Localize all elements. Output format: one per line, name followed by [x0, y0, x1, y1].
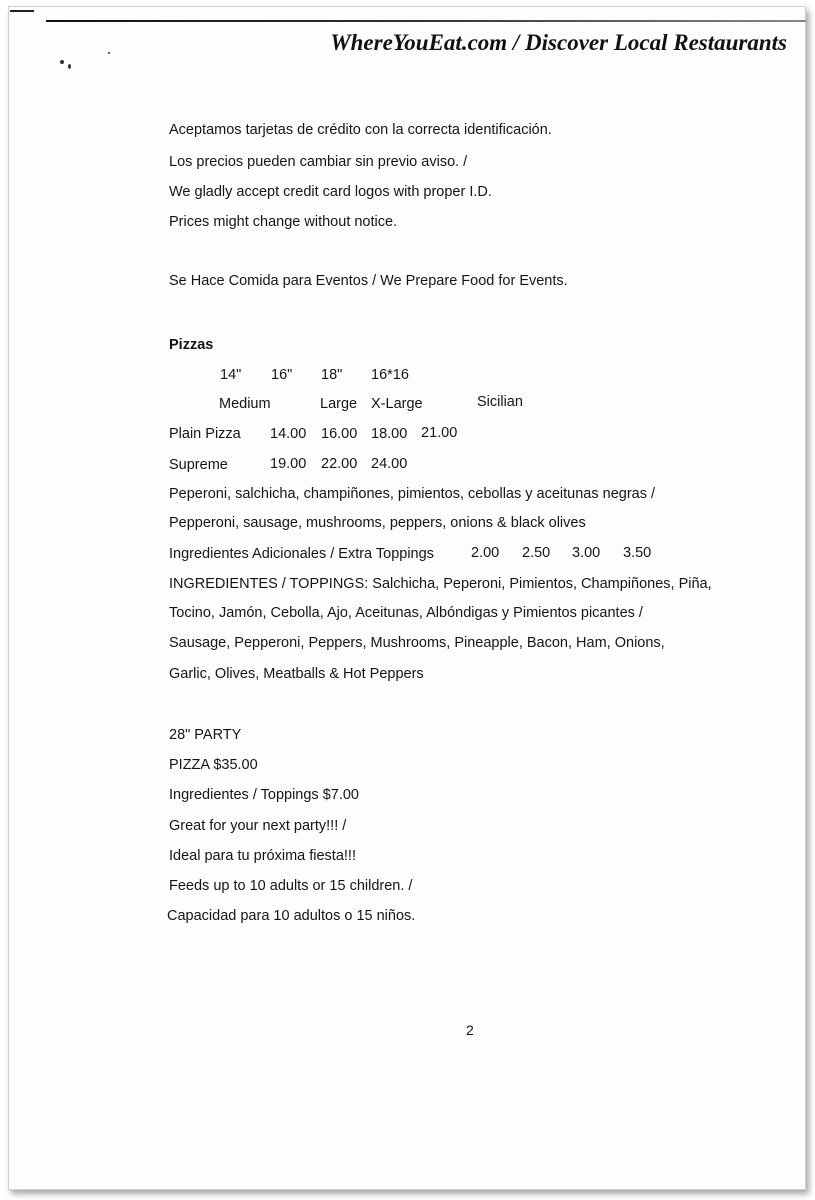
page-number: 2 [466, 1022, 474, 1038]
extra-topping-price: 3.00 [572, 545, 601, 561]
party-pizza-line: Capacidad para 10 adultos o 15 niños. [167, 908, 416, 924]
scan-speck [60, 60, 64, 64]
scan-corner-mark [10, 10, 34, 12]
supreme-price: 19.00 [270, 456, 307, 472]
size-name: Large [320, 396, 358, 412]
extra-topping-price: 2.00 [471, 545, 500, 561]
plain-pizza-price: 21.00 [421, 425, 458, 441]
supreme-description-en: Pepperoni, sausage, mushrooms, peppers, onions & black olives [169, 515, 586, 531]
supreme-price: 22.00 [321, 456, 358, 472]
price-notice-es: Los precios pueden cambiar sin previo aviso. / [169, 154, 468, 170]
scan-top-rule [46, 20, 806, 22]
plain-pizza-price: 16.00 [321, 426, 358, 442]
toppings-line: INGREDIENTES / TOPPINGS: Salchicha, Peperoni, Pimientos, Champiñones, Piña, [169, 576, 712, 592]
toppings-line: Sausage, Pepperoni, Peppers, Mushrooms, Pineapple, Bacon, Ham, Onions, [169, 635, 665, 651]
supreme-description-es: Peperoni, salchicha, champiñones, pimientos, cebollas y aceitunas negras / [169, 486, 656, 502]
scan-speck [108, 52, 110, 54]
toppings-line: Tocino, Jamón, Cebolla, Ajo, Aceitunas, Albóndigas y Pimientos picantes / [169, 605, 643, 621]
party-pizza-line: Great for your next party!!! / [169, 818, 347, 834]
toppings-line: Garlic, Olives, Meatballs & Hot Peppers [169, 666, 424, 682]
price-notice-en: Prices might change without notice. [169, 214, 398, 230]
size-name: Medium [219, 396, 271, 412]
plain-pizza-price: 18.00 [371, 426, 408, 442]
plain-pizza-label: Plain Pizza [169, 426, 241, 442]
events-notice: Se Hace Comida para Eventos / We Prepare Food for Events. [169, 273, 568, 289]
party-pizza-line: PIZZA $35.00 [169, 757, 258, 773]
payment-notice-es: Aceptamos tarjetas de crédito con la correcta identificación. [169, 122, 552, 138]
party-pizza-line: Ideal para tu próxima fiesta!!! [169, 848, 356, 864]
size-label: 16" [271, 367, 293, 383]
supreme-label: Supreme [169, 457, 228, 473]
extra-topping-price: 3.50 [623, 545, 652, 561]
size-label: 18" [321, 367, 343, 383]
scan-speck [68, 64, 71, 69]
party-pizza-line: Ingredientes / Toppings $7.00 [169, 787, 359, 803]
site-watermark: WhereYouEat.com / Discover Local Restaurants [330, 30, 787, 55]
extra-topping-price: 2.50 [522, 545, 551, 561]
pizzas-heading: Pizzas [169, 337, 214, 353]
party-pizza-line: Feeds up to 10 adults or 15 children. / [169, 878, 413, 894]
size-label: 16*16 [371, 367, 409, 383]
payment-notice-en: We gladly accept credit card logos with proper I.D. [169, 184, 492, 200]
size-name: X-Large [371, 396, 423, 412]
extra-toppings-label: Ingredientes Adicionales / Extra Toppings [169, 546, 434, 562]
party-pizza-line: 28" PARTY [169, 727, 242, 743]
size-name: Sicilian [477, 394, 523, 410]
supreme-price: 24.00 [371, 456, 408, 472]
plain-pizza-price: 14.00 [270, 426, 307, 442]
size-label: 14" [220, 367, 242, 383]
